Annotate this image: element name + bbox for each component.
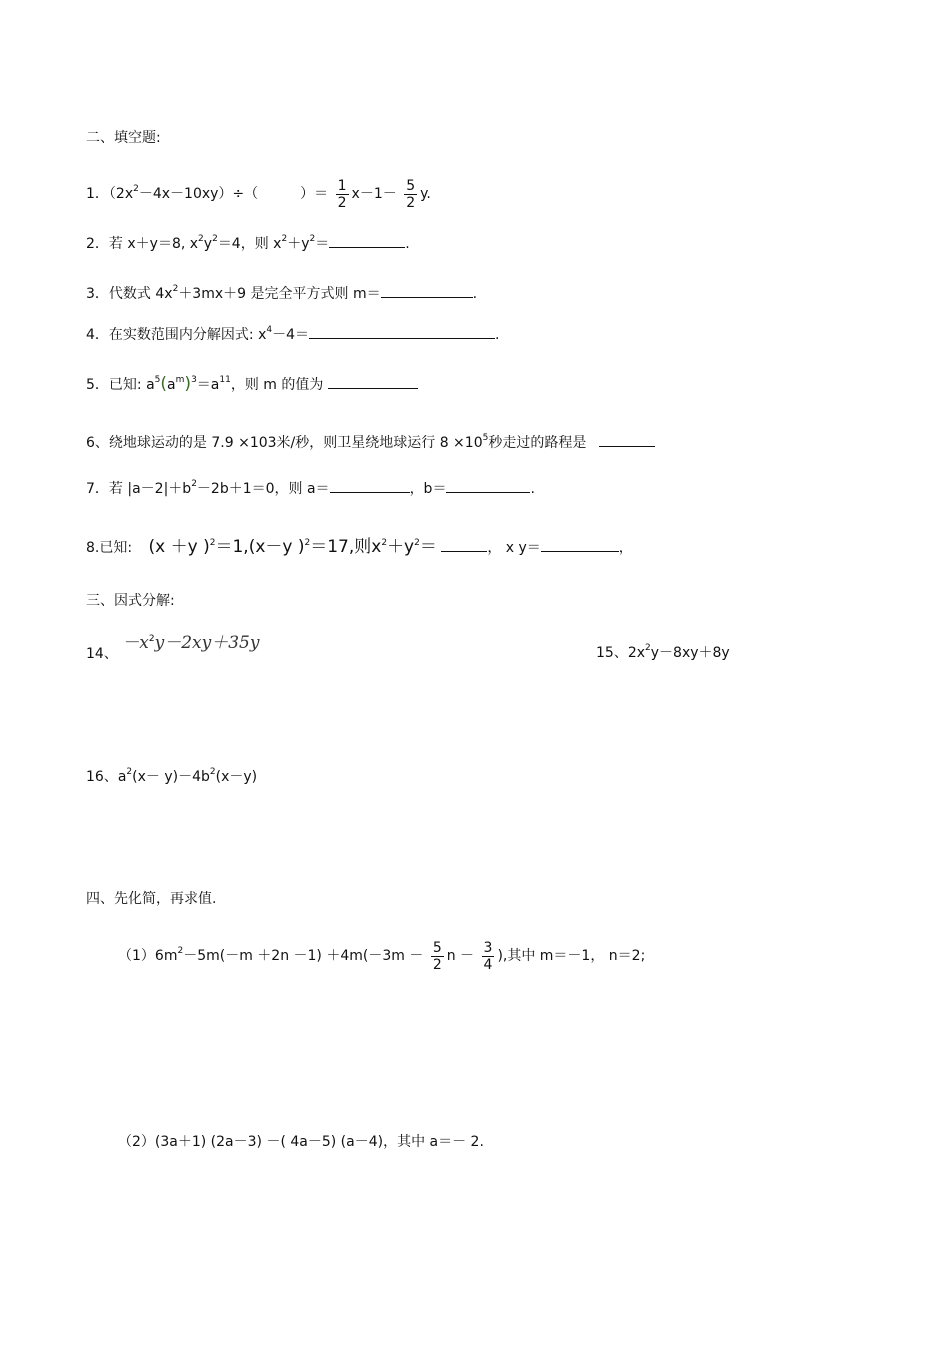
- question-8: 8.已知: (x ＋y )$^2$＝1,(x－y )$^2$＝17,则$x^2+y^2=$ ， x y＝ ，: [86, 537, 633, 557]
- section-3-title: 三、因式分解:: [86, 593, 175, 609]
- problem-1: $(1)6m^2-5m(-m +2n -1) +4m(-3m$ － $\frac{5}{2}$ n － $\frac{3}{4}$ ),其中 m＝－1， n＝2;: [118, 939, 646, 973]
- question-15: 15、$2x^2y-8xy+8y$: [596, 643, 730, 661]
- problem-2: （2）(3a＋1) (2a－3) －( 4a－5) (a－4)，其中 a＝－ 2.: [118, 1134, 484, 1150]
- answer-blank[interactable]: [328, 374, 418, 389]
- answer-blank[interactable]: [541, 537, 619, 552]
- answer-blank[interactable]: [599, 432, 655, 447]
- question-14: 14、 $-x^2y-2xy+35y$: [86, 633, 260, 662]
- question-5: 5．已知: $a^5(a^m)^3=a^{11}$，则 m 的值为: [86, 374, 418, 394]
- question-7: 7．若 $|a-2|+b^2-2b+1=0$，则 a＝ ，b＝ .: [86, 479, 535, 497]
- question-1: 1．$(2x^2-4x-10xy)\div$（ ）＝ $\frac{1}{2}$ x－1－ $\frac{5}{2}$ y.: [86, 177, 431, 211]
- question-3: 3．代数式 $4x^2+3mx+9$ 是完全平方式则 m＝ .: [86, 284, 478, 302]
- answer-blank[interactable]: [381, 283, 473, 298]
- fraction: $\frac{5}{2}$: [406, 177, 416, 211]
- answer-blank[interactable]: [329, 233, 405, 248]
- fraction: $\frac{5}{2}$: [432, 939, 442, 973]
- answer-blank[interactable]: [441, 537, 487, 552]
- section-2-title: 二、填空题:: [86, 130, 161, 146]
- fraction: $\frac{3}{4}$: [483, 939, 493, 973]
- question-16: 16、$a^2(x- y)-4b^2(x-y)$: [86, 767, 258, 785]
- answer-blank[interactable]: [446, 478, 530, 493]
- question-2: 2．若 x＋y＝8, $x^2y^2=4$，则 $x^2+y^2=$ .: [86, 234, 410, 252]
- answer-blank[interactable]: [330, 478, 410, 493]
- question-6: 6、绕地球运动的是 7.9 ×103米/秒，则卫星绕地球运行 $8 \times 10^5$秒走过的路程是: [86, 432, 655, 452]
- section-4-title: 四、先化简，再求值.: [86, 891, 217, 907]
- question-4: 4．在实数范围内分解因式: $x^4-4=$ .: [86, 325, 500, 343]
- answer-blank[interactable]: [309, 324, 495, 339]
- question-number: 1．: [86, 186, 109, 202]
- fraction: $\frac{1}{2}$: [337, 177, 347, 211]
